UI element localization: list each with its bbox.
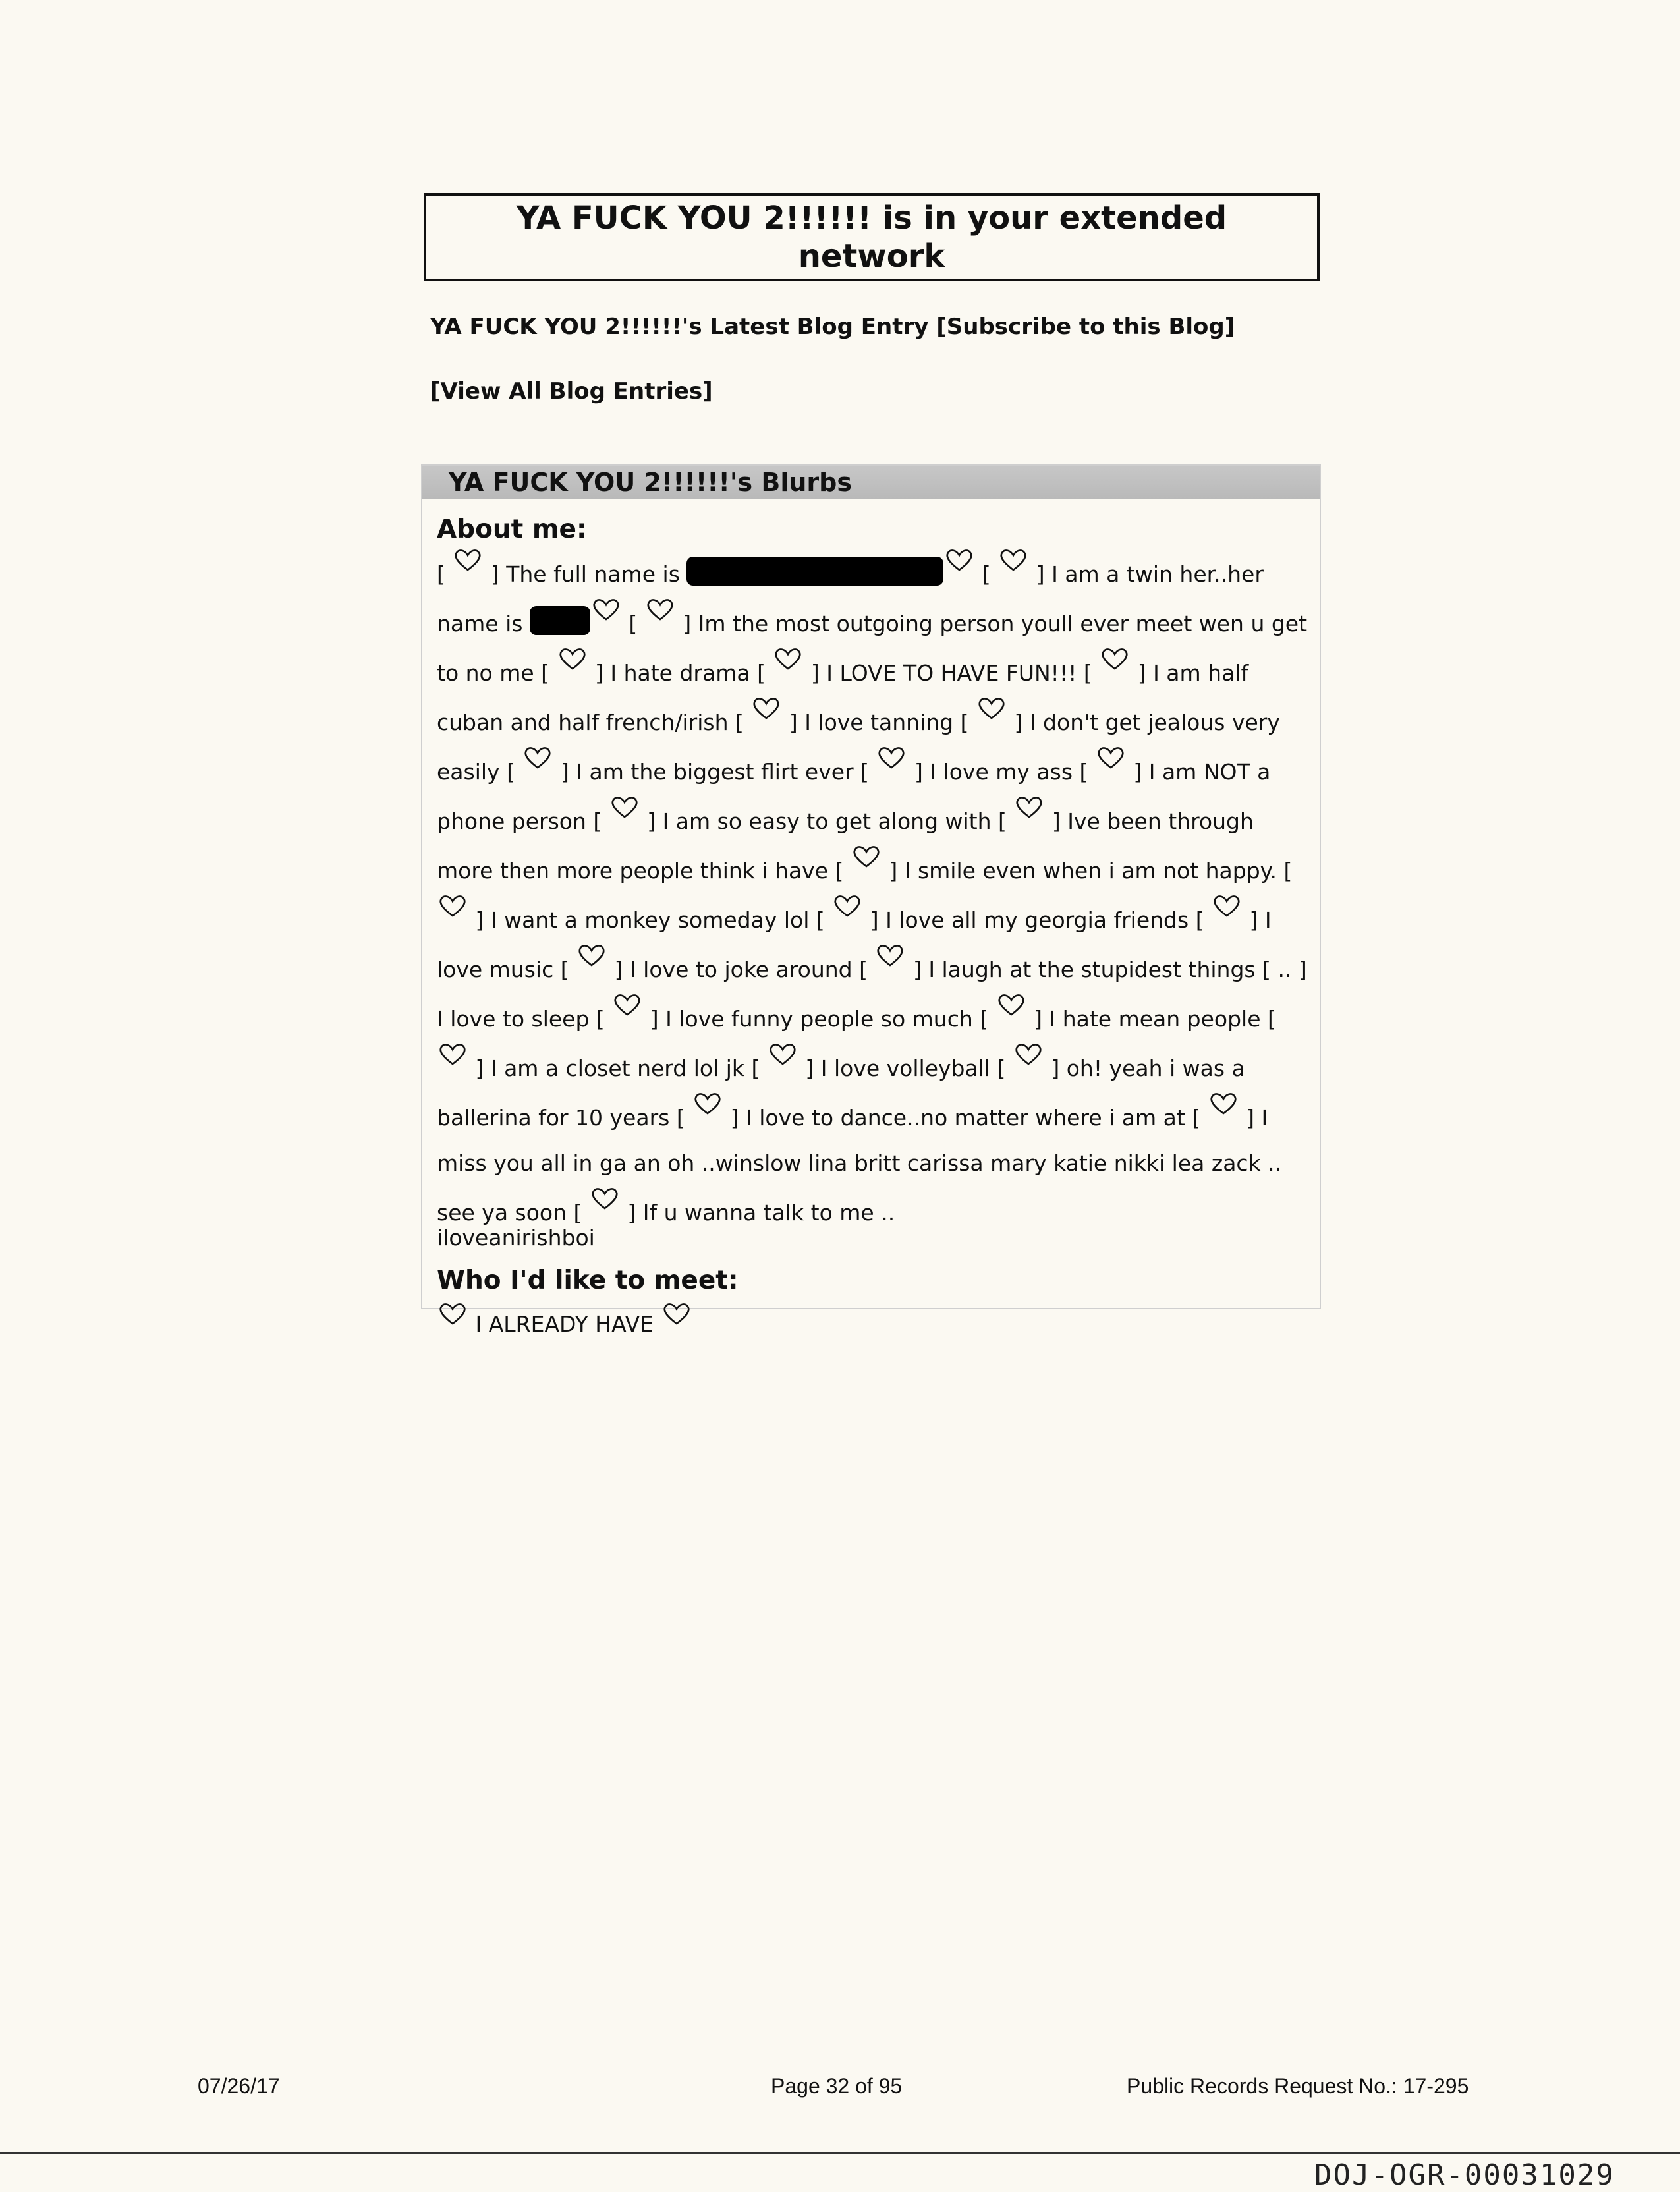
about-segment: ] I love all my georgia friends [	[863, 907, 1212, 933]
heart-icon	[661, 1301, 692, 1326]
about-segment: ] I love my ass [	[907, 759, 1095, 785]
about-segment: [	[975, 561, 998, 587]
blurbs-panel	[421, 464, 1321, 1337]
about-segment: ] I love tanning [	[782, 710, 976, 735]
extended-network-text: YA FUCK YOU 2!!!!!! is in your extended network	[516, 200, 1227, 275]
about-segment: ] I love music [	[437, 907, 1272, 982]
about-segment: ] Im the most outgoing person youll ever meet wen u get to no me [	[437, 611, 1308, 686]
redaction-bar	[530, 606, 590, 635]
about-segment: ] Ive been through more then more people think i have [	[437, 808, 1254, 884]
heart-icon	[437, 1042, 468, 1067]
about-segment: ] oh! yeah i was a ballerina for 10 years [	[437, 1055, 1245, 1131]
latest-blog-entry-line	[430, 314, 1235, 340]
heart-icon	[557, 646, 588, 671]
about-segment: ] I am a twin her..her name is	[437, 561, 1264, 636]
redaction-bar	[686, 557, 943, 586]
heart-icon	[590, 597, 622, 622]
about-segment: ] I am the biggest flirt ever [	[553, 759, 876, 785]
heart-icon	[976, 696, 1007, 721]
blurbs-content	[422, 513, 1320, 1341]
heart-icon	[874, 943, 906, 968]
heart-icon	[851, 844, 882, 869]
heart-icon	[452, 548, 484, 573]
footer-request-number: Public Records Request No.: 17-295	[1127, 2074, 1469, 2098]
about-segment: ] I love to dance..no matter where i am at [	[723, 1105, 1208, 1131]
heart-icon	[576, 943, 607, 968]
heart-icon	[1208, 1091, 1239, 1116]
about-segment: ] I LOVE TO HAVE FUN!!! [	[804, 660, 1100, 686]
heart-icon	[772, 646, 804, 671]
about-segment: ] I am so easy to get along with [	[640, 808, 1014, 834]
footer-page-number: Page 32 of 95	[771, 2074, 903, 2098]
subscribe-blog-link[interactable]: [Subscribe to this Blog]	[936, 314, 1235, 340]
heart-icon	[644, 597, 676, 622]
heart-icon	[767, 1042, 798, 1067]
about-segment: [	[437, 561, 453, 587]
who-to-meet-heading: Who I'd like to meet:	[437, 1266, 739, 1295]
about-segment: ] I smile even when i am not happy. [	[882, 858, 1293, 884]
heart-icon	[1211, 893, 1243, 918]
about-segment: ] I love to joke around [	[607, 957, 875, 982]
about-me-heading: About me:	[437, 515, 587, 544]
about-segment: ] If u wanna talk to me ..	[620, 1200, 895, 1225]
footer-date: 07/26/17	[198, 2074, 280, 2098]
heart-icon	[876, 745, 907, 770]
about-me-tail: iloveanirishboi	[437, 1225, 595, 1251]
about-segment: ] I hate drama [	[588, 660, 773, 686]
about-me-text	[437, 548, 1308, 1250]
heart-icon	[995, 992, 1027, 1017]
heart-icon	[831, 893, 863, 918]
about-segment: ] The full name is	[484, 561, 687, 587]
heart-icon	[997, 548, 1029, 573]
view-all-blog-entries-link[interactable]: [View All Blog Entries]	[430, 378, 713, 405]
about-segment: ] I don't get jealous very easily [	[437, 710, 1280, 785]
heart-icon	[1099, 646, 1131, 671]
about-segment: ] I love funny people so much [	[643, 1006, 995, 1032]
heart-icon	[943, 548, 975, 573]
about-segment: ] I am NOT a phone person [	[437, 759, 1271, 834]
latest-blog-entry-label: YA FUCK YOU 2!!!!!!'s Latest Blog Entry	[430, 314, 929, 340]
heart-icon	[609, 795, 640, 820]
heart-icon	[692, 1091, 723, 1116]
about-segment: ] I laugh at the stupidest things [ .. ] I love to sleep [	[437, 957, 1307, 1032]
heart-icon	[750, 696, 782, 721]
heart-icon	[611, 992, 643, 1017]
who-to-meet-value: I ALREADY HAVE	[475, 1311, 654, 1337]
heart-icon	[1095, 745, 1127, 770]
heart-icon	[1013, 1042, 1044, 1067]
about-segment: ] I love volleyball [	[798, 1055, 1013, 1081]
heart-icon	[1013, 795, 1045, 820]
heart-icon	[522, 745, 553, 770]
about-segment: [	[621, 611, 644, 636]
bottom-rule	[0, 2152, 1680, 2154]
blurbs-header: YA FUCK YOU 2!!!!!!'s Blurbs	[422, 466, 1320, 499]
heart-icon	[437, 1301, 468, 1326]
heart-icon	[437, 893, 468, 918]
about-segment: ] I want a monkey someday lol [	[468, 907, 832, 933]
about-segment: ] I am a closet nerd lol jk [	[468, 1055, 767, 1081]
heart-icon	[589, 1186, 621, 1211]
bates-number: DOJ-OGR-00031029	[1314, 2158, 1615, 2192]
about-segment: ] I miss you all in ga an oh ..winslow lina britt carissa mary katie nikki lea zack .. see ya soon [	[437, 1105, 1282, 1225]
about-segment: ] I hate mean people [	[1026, 1006, 1276, 1032]
about-segment: ] I am half cuban and half french/irish [	[437, 660, 1249, 735]
who-to-meet-text	[437, 1301, 1308, 1341]
extended-network-banner	[424, 193, 1320, 281]
